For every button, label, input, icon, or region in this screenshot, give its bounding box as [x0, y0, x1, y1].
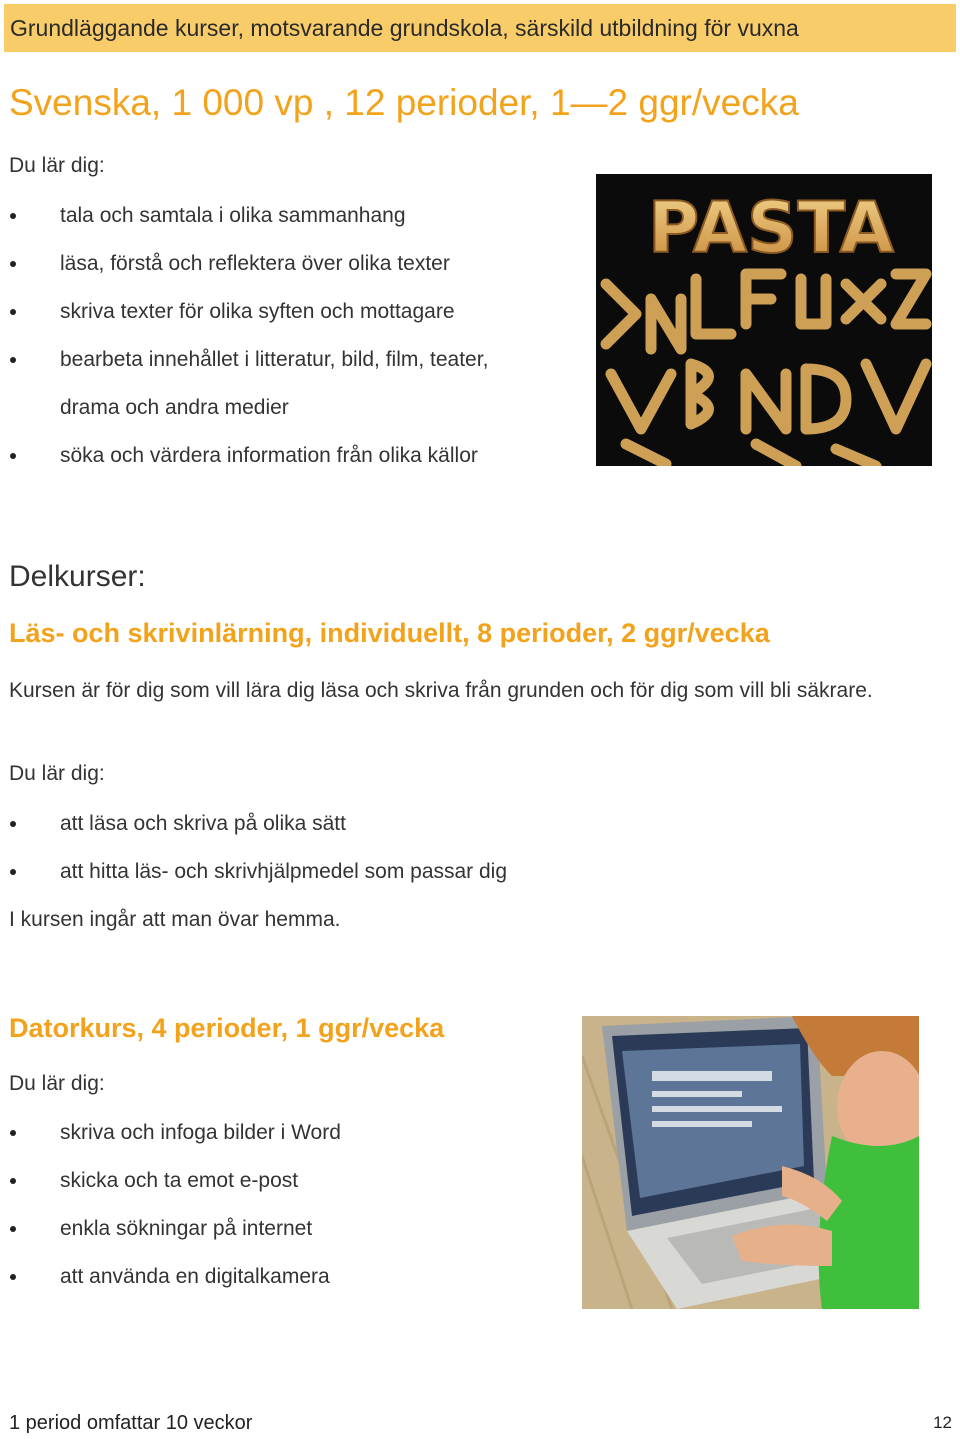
list-item [0, 192, 488, 240]
bullet-icon [10, 357, 16, 363]
bullet-icon [10, 1130, 16, 1136]
list-item [0, 800, 507, 848]
list-item [0, 848, 507, 896]
bullet-icon [10, 309, 16, 315]
list-item-text: att använda en digitalkamera [60, 1265, 330, 1288]
course2-title: Datorkurs, 4 perioder, 1 ggr/vecka [9, 1013, 445, 1043]
list-item [0, 432, 488, 480]
header-banner [4, 4, 956, 52]
bullet-icon [10, 261, 16, 267]
list-item-text: skriva och infoga bilder i Word [60, 1121, 341, 1144]
bullet-icon [10, 821, 16, 827]
course2-label: Du lär dig: [9, 1072, 105, 1095]
bullet-icon [10, 1178, 16, 1184]
course1-list [0, 800, 507, 896]
bullet-icon [10, 869, 16, 875]
list-item-text: läsa, förstå och reflektera över olika texter [60, 252, 450, 275]
bullet-icon [10, 1226, 16, 1232]
pasta-letters-photo [596, 174, 932, 466]
intro-label: Du lär dig: [9, 154, 105, 177]
list-item [0, 1253, 341, 1301]
list-item-text: enkla sökningar på internet [60, 1217, 313, 1240]
bullet-icon [10, 453, 16, 459]
list-item [0, 1157, 341, 1205]
list-item-text: skriva texter för olika syften och mottagare [60, 300, 455, 323]
course1-description: Kursen är för dig som vill lära dig läsa och skriva från grunden och för dig som vill bli säkrare. [9, 679, 873, 702]
intro-list [0, 192, 488, 480]
laptop-user-photo [582, 1016, 919, 1309]
banner-text: Grundläggande kurser, motsvarande grundskola, särskild utbildning för vuxna [10, 14, 799, 41]
list-item-text: att läsa och skriva på olika sätt [60, 812, 346, 835]
page-number: 12 [933, 1413, 952, 1432]
list-item-continuation [0, 384, 488, 432]
bullet-icon [10, 213, 16, 219]
list-item-text: tala och samtala i olika sammanhang [60, 204, 406, 227]
course1-title: Läs- och skrivinlärning, individuellt, 8 perioder, 2 ggr/vecka [9, 618, 770, 648]
course2-list [0, 1109, 341, 1301]
list-item-text: söka och värdera information från olika källor [60, 444, 478, 467]
delkurser-heading: Delkurser: [9, 560, 146, 593]
page-title: Svenska, 1 000 vp , 12 perioder, 1—2 ggr/vecka [9, 82, 799, 123]
pasta-word: PASTA [648, 187, 894, 269]
course1-label: Du lär dig: [9, 762, 105, 785]
list-item [0, 1205, 341, 1253]
list-item-text: bearbeta innehållet i litteratur, bild, film, teater, [60, 348, 489, 371]
bullet-icon [10, 1274, 16, 1280]
list-item [0, 336, 488, 384]
list-item-text: att hitta läs- och skrivhjälpmedel som passar dig [60, 860, 508, 883]
footer-note: 1 period omfattar 10 veckor [9, 1412, 253, 1434]
list-item [0, 240, 488, 288]
list-item-text: skicka och ta emot e-post [60, 1169, 299, 1192]
list-item-text: drama och andra medier [60, 396, 289, 419]
list-item [0, 1109, 341, 1157]
course1-note: I kursen ingår att man övar hemma. [9, 908, 341, 931]
list-item [0, 288, 488, 336]
